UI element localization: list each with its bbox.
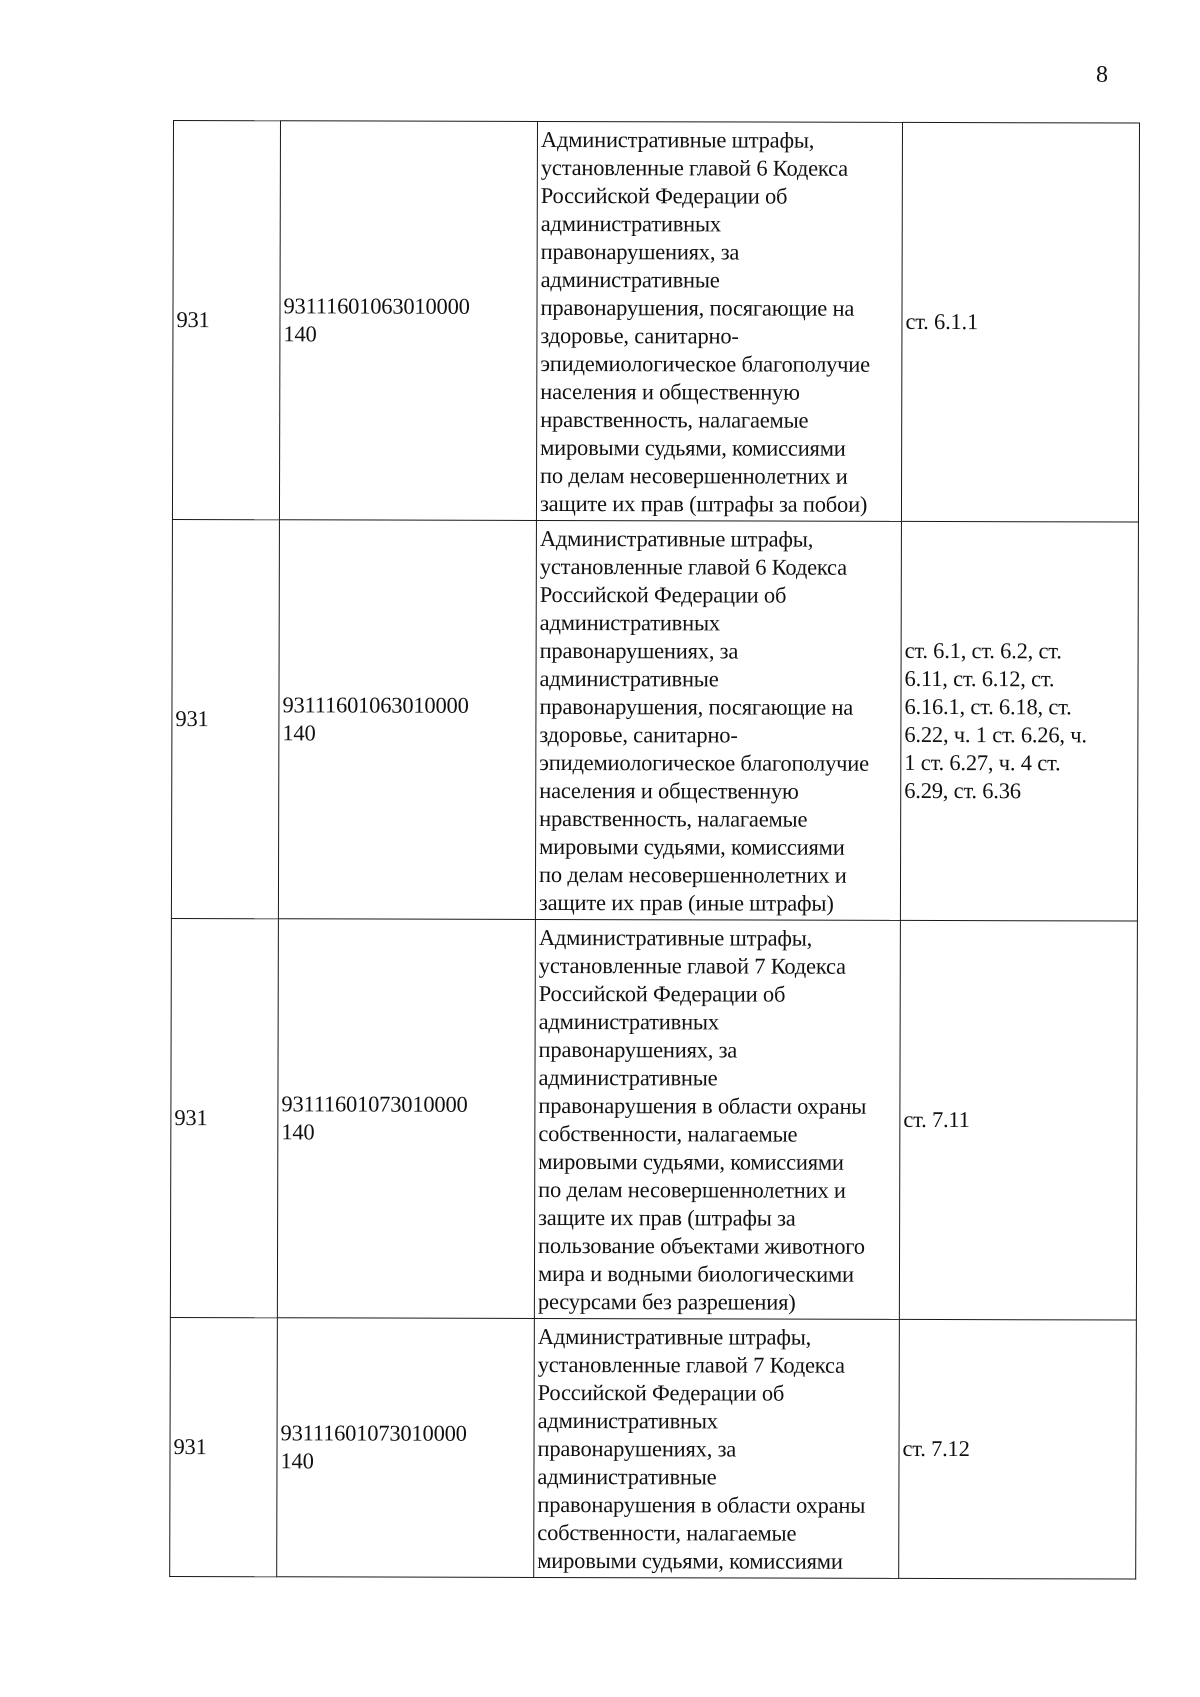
chapter-cell: 931 <box>172 121 280 520</box>
table-row <box>172 121 1139 523</box>
chapter-cell: 931 <box>170 918 278 1317</box>
budget-code-line-2: 140 <box>281 1119 315 1145</box>
article-text: ст. 6.1.1 <box>905 308 979 335</box>
article-text: ст. 7.12 <box>902 1435 970 1462</box>
description-cell <box>534 1318 900 1578</box>
article-cell <box>899 920 1137 1320</box>
description-cell <box>534 919 900 1319</box>
chapter-cell: 931 <box>170 1317 278 1576</box>
budget-code-line-2: 140 <box>282 720 316 746</box>
budget-code-line-1: 93111601073010000 <box>281 1091 468 1117</box>
description-cell <box>536 121 902 521</box>
description-text: Административные штрафы, установленные главой 6 Кодекса Российской Федерации об административных правонарушениях, за административные правонарушения, посягающие на здоровье, санитарно- эпидемиологическое благополучие населения и общественную нравственность, налагаемые мировыми судьями, комиссиями по делам несовершеннолетних и защите их прав (штрафы за побои) <box>539 126 870 517</box>
description-cell <box>535 520 901 920</box>
article-cell <box>901 122 1139 522</box>
budget-code-cell <box>279 121 537 521</box>
description-text: Административные штрафы, установленные главой 7 Кодекса Российской Федерации об административных правонарушениях, за административные правонарушения в области охраны собственности, налагаемые мировыми судьями, комиссиями <box>537 1323 866 1574</box>
fines-table-container <box>169 120 1123 1579</box>
article-cell <box>900 521 1138 921</box>
budget-code-cell <box>277 1318 535 1578</box>
budget-code-line-1: 93111601063010000 <box>282 692 469 718</box>
budget-code-line-1: 93111601073010000 <box>280 1420 467 1446</box>
budget-code-line-2: 140 <box>283 321 317 347</box>
article-text: ст. 7.11 <box>903 1106 970 1133</box>
article-text: ст. 6.1, ст. 6.2, ст. 6.11, ст. 6.12, ст. 6.16.1, ст. 6.18, ст. 6.22, ч. 1 ст. 6.26, ч. 1 ст. 6.27, ч. 4 ст. 6.29, ст. 6.36 <box>904 637 1087 804</box>
table-row <box>171 519 1138 921</box>
fines-table <box>169 120 1140 1580</box>
table-row <box>170 1317 1137 1579</box>
page-number: 8 <box>1096 62 1108 88</box>
chapter-cell: 931 <box>171 519 279 918</box>
article-cell <box>899 1319 1137 1579</box>
table-row <box>170 918 1137 1320</box>
description-text: Административные штрафы, установленные главой 6 Кодекса Российской Федерации об административных правонарушениях, за административные правонарушения, посягающие на здоровье, санитарно- эпидемиологическое благополучие населения и общественную нравственность, налагаемые мировыми судьями, комиссиями по делам несовершеннолетних и защите их прав (иные штрафы) <box>538 525 869 916</box>
budget-code-line-2: 140 <box>280 1448 314 1474</box>
budget-code-cell <box>277 919 535 1319</box>
description-text: Административные штрафы, установленные главой 7 Кодекса Российской Федерации об административных правонарушениях, за административные правонарушения в области охраны собственности, налагаемые мировыми судьями, комиссиями по делам несовершеннолетних и защите их прав (штрафы за пользование объектами животного мира и водными биологическими ресурсами без разрешения) <box>537 924 867 1315</box>
budget-code-cell <box>278 520 536 920</box>
budget-code-line-1: 93111601063010000 <box>283 293 470 319</box>
